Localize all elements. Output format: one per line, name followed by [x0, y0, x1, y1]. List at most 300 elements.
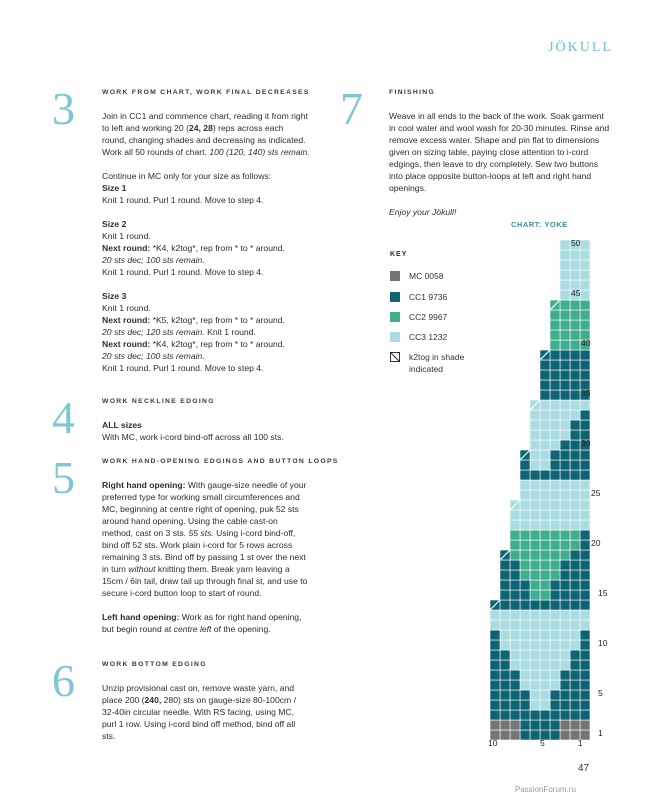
chart-cell — [540, 610, 550, 620]
chart-cell — [550, 320, 560, 330]
step-3-heading: WORK FROM CHART, WORK FINAL DECREASES — [102, 89, 310, 96]
chart-cell — [500, 610, 510, 620]
chart-cell — [560, 490, 570, 500]
chart-cell — [580, 610, 590, 620]
col-label-1: 1 — [578, 738, 583, 748]
chart-cell — [550, 640, 560, 650]
chart-cell — [580, 680, 590, 690]
chart-cell — [570, 360, 580, 370]
chart-cell — [580, 550, 590, 560]
chart-cell — [560, 720, 570, 730]
chart-cell — [560, 680, 570, 690]
chart-cell — [550, 450, 560, 460]
chart-cell — [500, 680, 510, 690]
chart-cell — [510, 720, 520, 730]
chart-cell — [580, 510, 590, 520]
chart-cell — [570, 300, 580, 310]
chart-cell — [540, 450, 550, 460]
chart-cell — [530, 660, 540, 670]
chart-cell — [580, 240, 590, 250]
chart-cell — [520, 490, 530, 500]
chart-cell — [510, 620, 520, 630]
chart-cell — [550, 330, 560, 340]
chart-cell — [530, 550, 540, 560]
chart-cell — [500, 690, 510, 700]
chart-cell — [580, 400, 590, 410]
chart-cell — [560, 360, 570, 370]
chart-cell — [560, 450, 570, 460]
chart-cell — [580, 540, 590, 550]
chart-cell — [580, 320, 590, 330]
row-label-1: 1 — [598, 728, 603, 738]
chart-cell — [560, 420, 570, 430]
chart-cell — [580, 710, 590, 720]
step-7-text: Weave in all ends to the back of the work. Soak garment in cool water and wool wash for 20-30 minutes. Rinse and remove excess water. Shape and pin flat to dimensions given on sizing table, paying close attention to i-cord edgings, then leave to dry completely. Sew two buttons into place opposite button-loops at left and right hand openings. Enjoy your Jökull! — [389, 111, 610, 217]
chart-cell — [580, 310, 590, 320]
chart-cell — [510, 640, 520, 650]
chart-cell — [540, 640, 550, 650]
chart-cell — [490, 700, 500, 710]
chart-cell — [560, 270, 570, 280]
chart-cell — [550, 340, 560, 350]
chart-cell — [530, 620, 540, 630]
chart-cell — [510, 590, 520, 600]
chart-cell — [510, 650, 520, 660]
chart-cell — [550, 550, 560, 560]
chart-cell — [540, 700, 550, 710]
chart-cell — [540, 480, 550, 490]
chart-cell — [560, 300, 570, 310]
chart-cell — [550, 670, 560, 680]
chart-cell — [490, 670, 500, 680]
chart-cell — [570, 690, 580, 700]
chart-cell — [580, 260, 590, 270]
chart-cell — [540, 550, 550, 560]
chart-cell — [540, 360, 550, 370]
chart-cell — [510, 550, 520, 560]
chart-cell — [500, 730, 510, 740]
chart-cell — [550, 540, 560, 550]
chart-cell — [510, 540, 520, 550]
key-item-mc: MC 0058 — [390, 271, 444, 282]
chart-cell — [520, 690, 530, 700]
chart-cell — [540, 660, 550, 670]
chart-cell — [570, 560, 580, 570]
chart-cell — [540, 530, 550, 540]
chart-cell — [550, 410, 560, 420]
chart-cell — [580, 580, 590, 590]
chart-cell — [580, 590, 590, 600]
chart-cell — [530, 700, 540, 710]
chart-cell — [510, 610, 520, 620]
chart-cell — [540, 590, 550, 600]
chart-cell — [560, 540, 570, 550]
chart-cell — [540, 630, 550, 640]
chart-cell — [540, 430, 550, 440]
chart-cell — [520, 670, 530, 680]
chart-cell — [530, 580, 540, 590]
chart-cell — [530, 590, 540, 600]
chart-cell — [530, 490, 540, 500]
chart-cell — [570, 340, 580, 350]
chart-cell — [520, 460, 530, 470]
chart-cell — [550, 470, 560, 480]
chart-cell — [550, 570, 560, 580]
chart-cell — [570, 550, 580, 560]
row-label-5: 5 — [598, 688, 603, 698]
chart-cell — [560, 640, 570, 650]
chart-cell — [530, 560, 540, 570]
step-5-heading: WORK HAND-OPENING EDGINGS AND BUTTON LOOPS — [102, 458, 339, 465]
row-label-50: 50 — [571, 238, 581, 248]
chart-cell — [520, 650, 530, 660]
chart-cell — [550, 490, 560, 500]
chart-cell — [580, 490, 590, 500]
chart-cell — [520, 620, 530, 630]
chart-cell — [560, 670, 570, 680]
chart-cell — [500, 600, 510, 610]
chart-cell — [580, 250, 590, 260]
chart-cell — [570, 350, 580, 360]
chart-cell — [530, 570, 540, 580]
chart-cell — [520, 530, 530, 540]
chart-cell — [530, 430, 540, 440]
chart-cell — [540, 540, 550, 550]
chart-cell — [570, 650, 580, 660]
chart-cell — [490, 630, 500, 640]
chart-cell — [570, 450, 580, 460]
chart-cell — [490, 710, 500, 720]
chart-cell — [530, 730, 540, 740]
chart-cell — [580, 570, 590, 580]
chart-cell — [540, 690, 550, 700]
chart-cell — [540, 440, 550, 450]
step-3-number: 3 — [52, 83, 75, 134]
col-label-10: 10 — [488, 738, 498, 748]
chart-cell — [570, 500, 580, 510]
chart-cell — [530, 640, 540, 650]
chart-cell — [560, 660, 570, 670]
row-label-15: 15 — [598, 588, 608, 598]
chart-cell — [540, 510, 550, 520]
chart-cell — [540, 490, 550, 500]
chart-cell — [570, 380, 580, 390]
step-4-text: ALL sizes With MC, work i-cord bind-off across all 100 sts. — [102, 420, 284, 442]
page-number: 47 — [578, 763, 590, 774]
chart-cell — [580, 640, 590, 650]
chart-cell — [580, 420, 590, 430]
chart-cell — [550, 620, 560, 630]
chart-cell — [540, 570, 550, 580]
chart-cell — [520, 630, 530, 640]
chart-cell — [500, 580, 510, 590]
chart-cell — [560, 330, 570, 340]
chart-cell — [500, 720, 510, 730]
chart-cell — [560, 730, 570, 740]
chart-cell — [560, 320, 570, 330]
chart-cell — [530, 720, 540, 730]
key-item-cc3: CC3 1232 — [390, 332, 447, 343]
chart-cell — [530, 410, 540, 420]
chart-cell — [540, 670, 550, 680]
chart-cell — [490, 720, 500, 730]
chart-cell — [550, 500, 560, 510]
chart-cell — [520, 580, 530, 590]
chart-cell — [570, 530, 580, 540]
chart-cell — [500, 650, 510, 660]
chart-cell — [530, 610, 540, 620]
chart-cell — [560, 280, 570, 290]
chart-cell — [570, 570, 580, 580]
chart-cell — [550, 690, 560, 700]
chart-cell — [570, 370, 580, 380]
chart-cell — [550, 400, 560, 410]
chart-cell — [520, 500, 530, 510]
watermark: PassionForum.ru — [515, 785, 576, 794]
chart-cell — [550, 590, 560, 600]
chart-cell — [560, 710, 570, 720]
chart-cell — [520, 570, 530, 580]
chart-cell — [560, 240, 570, 250]
chart-cell — [570, 470, 580, 480]
chart-cell — [560, 510, 570, 520]
chart-cell — [570, 640, 580, 650]
chart-cell — [550, 460, 560, 470]
chart-cell — [570, 430, 580, 440]
chart-cell — [500, 670, 510, 680]
chart-cell — [580, 300, 590, 310]
key-item-k2tog: k2tog in shade indicated — [390, 352, 479, 375]
chart-cell — [540, 560, 550, 570]
chart-cell — [560, 580, 570, 590]
chart-cell — [560, 430, 570, 440]
chart-cell — [580, 470, 590, 480]
chart-cell — [560, 560, 570, 570]
chart-cell — [510, 680, 520, 690]
chart-title: CHART: YOKE — [511, 220, 568, 229]
chart-cell — [580, 450, 590, 460]
chart-cell — [530, 530, 540, 540]
chart-cell — [490, 690, 500, 700]
chart-cell — [540, 720, 550, 730]
chart-cell — [500, 710, 510, 720]
chart-cell — [500, 570, 510, 580]
step-3-text: Join in CC1 and commence chart, reading it from right to left and working 20 (24, 28) reps across each round, changing shades and decreasing as indicated. Work all 50 rounds of chart. 100 (120, 140) sts remain. Continue in MC only for your size as follows: Size 1 Knit 1 round. Purl 1 round. Move to step 4. Size 2 Knit 1 round. Next round: *K4, k2tog*, rep from * to * around. 20 sts dec; 100 sts remain. Knit 1 round. Purl 1 round. Move to step 4. Size 3 Knit 1 round. Next round: *K5, k2tog*, rep from * to * around. 20 sts dec; 120 sts remain. Knit 1 round. Next round: *K4, k2tog*, rep from * to * around. 20 sts dec; 100 sts remain. Knit 1 round. Purl 1 round. Move to step 4. — [102, 111, 310, 373]
chart-cell — [520, 540, 530, 550]
chart-cell — [550, 610, 560, 620]
chart-cell — [530, 440, 540, 450]
chart-cell — [540, 650, 550, 660]
chart-cell — [560, 500, 570, 510]
chart-cell — [520, 640, 530, 650]
chart-cell — [520, 550, 530, 560]
row-label-40: 40 — [581, 338, 591, 348]
chart-cell — [550, 420, 560, 430]
chart-cell — [550, 530, 560, 540]
chart-cell — [550, 520, 560, 530]
chart-cell — [550, 510, 560, 520]
chart-cell — [570, 310, 580, 320]
chart-cell — [520, 700, 530, 710]
chart-cell — [540, 390, 550, 400]
chart-cell — [520, 520, 530, 530]
chart-cell — [510, 600, 520, 610]
chart-cell — [560, 260, 570, 270]
chart-cell — [520, 680, 530, 690]
chart-cell — [560, 530, 570, 540]
chart-cell — [580, 520, 590, 530]
chart-cell — [570, 480, 580, 490]
chart-cell — [510, 570, 520, 580]
chart-cell — [580, 410, 590, 420]
chart-cell — [520, 660, 530, 670]
chart-cell — [580, 360, 590, 370]
chart-cell — [540, 410, 550, 420]
chart-cell — [550, 630, 560, 640]
chart-cell — [580, 620, 590, 630]
chart-cell — [510, 670, 520, 680]
chart-cell — [540, 620, 550, 630]
chart-cell — [560, 590, 570, 600]
chart-cell — [540, 400, 550, 410]
chart-cell — [570, 680, 580, 690]
chart-cell — [520, 610, 530, 620]
step-7-heading: FINISHING — [389, 89, 436, 96]
chart-cell — [490, 660, 500, 670]
chart-cell — [550, 560, 560, 570]
chart-cell — [570, 460, 580, 470]
chart-cell — [530, 450, 540, 460]
chart-cell — [580, 370, 590, 380]
chart-cell — [560, 460, 570, 470]
chart-cell — [560, 620, 570, 630]
chart-cell — [490, 640, 500, 650]
step-6-text: Unzip provisional cast on, remove waste yarn, and place 200 (240, 280) sts on gauge-size 80-100cm / 32-40in circular needle. With RS facing, using MC, purl 1 row. Using i-cord bind off method, bind off all sts. — [102, 683, 296, 741]
chart-cell — [560, 550, 570, 560]
chart-cell — [560, 400, 570, 410]
chart-cell — [560, 650, 570, 660]
chart-cell — [550, 310, 560, 320]
chart-cell — [550, 680, 560, 690]
chart-cell — [550, 370, 560, 380]
chart-cell — [560, 600, 570, 610]
chart-cell — [530, 680, 540, 690]
chart-cell — [570, 250, 580, 260]
chart-cell — [560, 470, 570, 480]
chart-cell — [580, 720, 590, 730]
chart-cell — [550, 440, 560, 450]
chart-cell — [550, 580, 560, 590]
chart-cell — [550, 350, 560, 360]
chart-cell — [520, 560, 530, 570]
row-label-25: 25 — [591, 488, 601, 498]
chart-cell — [500, 640, 510, 650]
chart-cell — [580, 650, 590, 660]
chart-cell — [550, 380, 560, 390]
chart-cell — [530, 710, 540, 720]
chart-cell — [560, 380, 570, 390]
row-label-45: 45 — [571, 288, 581, 298]
chart-cell — [530, 520, 540, 530]
chart-cell — [550, 660, 560, 670]
chart-cell — [510, 630, 520, 640]
chart-cell — [570, 260, 580, 270]
chart-cell — [570, 610, 580, 620]
chart-cell — [540, 580, 550, 590]
chart-cell — [570, 420, 580, 430]
chart-cell — [550, 360, 560, 370]
chart-cell — [550, 700, 560, 710]
chart-cell — [570, 620, 580, 630]
chart-cell — [580, 270, 590, 280]
chart-cell — [570, 660, 580, 670]
chart-cell — [560, 520, 570, 530]
chart-cell — [570, 600, 580, 610]
chart-cell — [580, 350, 590, 360]
chart-cell — [490, 650, 500, 660]
chart-cell — [570, 390, 580, 400]
chart-cell — [580, 600, 590, 610]
chart-cell — [520, 600, 530, 610]
chart-cell — [570, 270, 580, 280]
chart-cell — [510, 560, 520, 570]
step-7-number: 7 — [340, 83, 363, 134]
chart-cell — [570, 400, 580, 410]
row-label-35: 35 — [581, 388, 591, 398]
chart-cell — [580, 560, 590, 570]
chart-cell — [520, 470, 530, 480]
chart-cell — [540, 600, 550, 610]
chart-cell — [520, 510, 530, 520]
chart-cell — [570, 710, 580, 720]
chart-cell — [550, 430, 560, 440]
chart-cell — [520, 720, 530, 730]
chart-cell — [560, 290, 570, 300]
row-label-20: 20 — [591, 538, 601, 548]
chart-cell — [550, 600, 560, 610]
chart-cell — [580, 690, 590, 700]
key-item-cc2: CC2 9967 — [390, 312, 447, 323]
chart-cell — [520, 710, 530, 720]
chart-cell — [580, 630, 590, 640]
chart-cell — [570, 540, 580, 550]
running-header: JÖKULL — [548, 40, 613, 55]
chart-cell — [540, 370, 550, 380]
chart-cell — [560, 610, 570, 620]
chart-cell — [510, 520, 520, 530]
chart-cell — [530, 510, 540, 520]
chart-cell — [570, 520, 580, 530]
chart-cell — [570, 720, 580, 730]
chart-cell — [500, 620, 510, 630]
chart-cell — [510, 530, 520, 540]
chart-cell — [570, 670, 580, 680]
chart-cell — [540, 500, 550, 510]
chart-cell — [560, 340, 570, 350]
chart-cell — [540, 470, 550, 480]
chart-cell — [550, 480, 560, 490]
chart-cell — [530, 460, 540, 470]
chart-cell — [530, 420, 540, 430]
chart-cell — [550, 720, 560, 730]
chart-cell — [510, 710, 520, 720]
chart-cell — [540, 520, 550, 530]
step-6-heading: WORK BOTTOM EDGING — [102, 661, 207, 668]
step-5-number: 5 — [52, 452, 75, 503]
chart-cell — [580, 660, 590, 670]
chart-cell — [580, 280, 590, 290]
chart-cell — [510, 660, 520, 670]
